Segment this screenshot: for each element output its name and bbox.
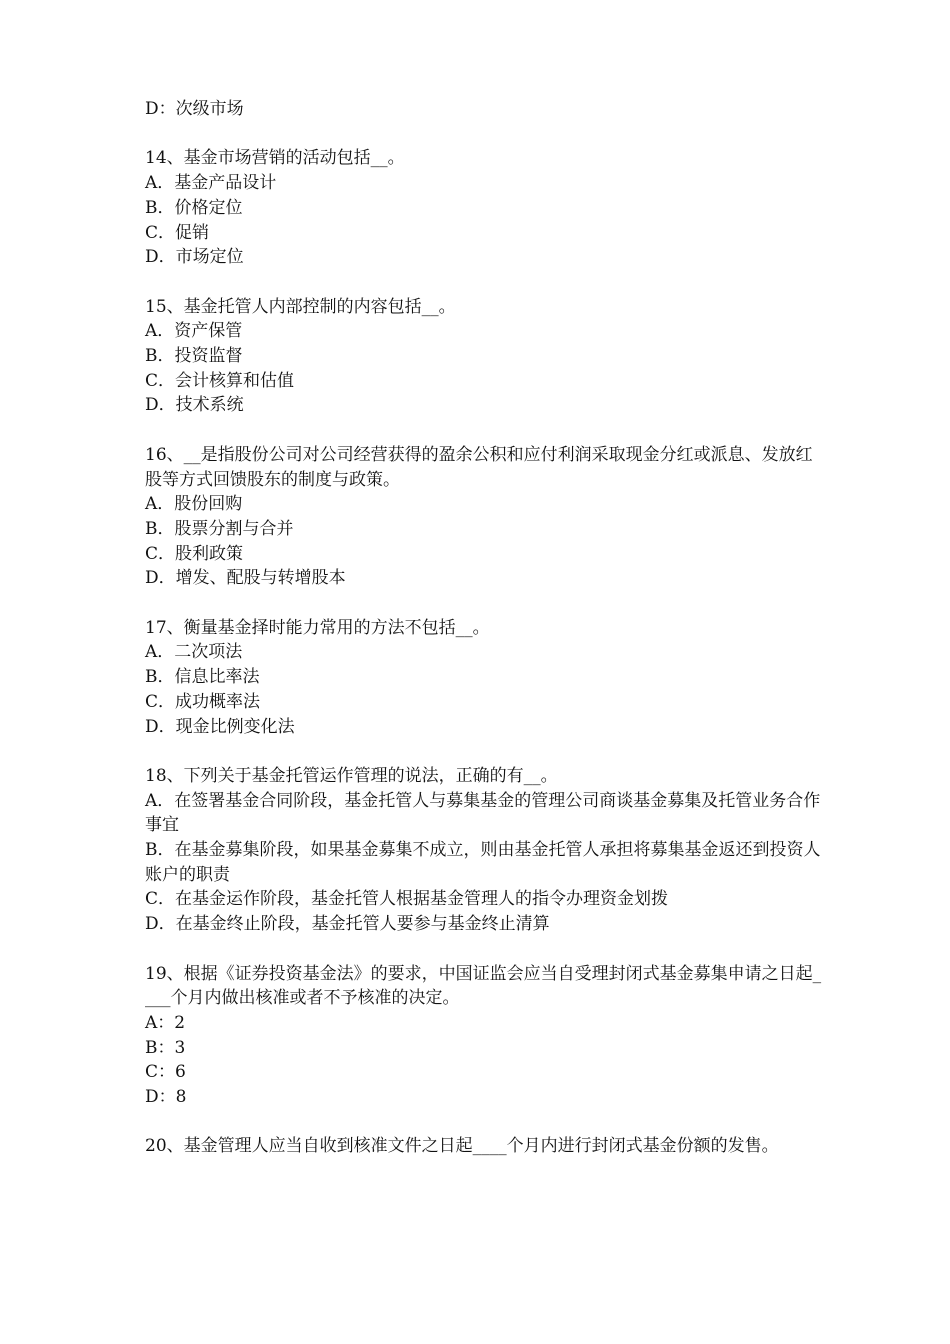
option-d: D．现金比例变化法 (145, 716, 295, 737)
question-stem: 18、下列关于基金托管运作管理的说法，正确的有__。 (145, 765, 558, 786)
question-17 (145, 616, 825, 740)
question-20 (145, 1134, 825, 1159)
option-a: A．基金产品设计 (145, 173, 277, 194)
question-14 (145, 146, 825, 270)
question-stem: 17、衡量基金择时能力常用的方法不包括__。 (145, 617, 490, 638)
option-d: D．在基金终止阶段，基金托管人要参与基金终止清算 (145, 914, 550, 935)
option-d: D．增发、配股与转增股本 (145, 568, 346, 589)
question-stem: 16、__是指股份公司对公司经营获得的盈余公积和应付利润采取现金分红或派息、发放红股等方式回馈股东的制度与政策。 (145, 444, 813, 490)
question-16 (145, 443, 825, 591)
option-b: B．股票分割与合并 (145, 518, 294, 539)
option-c: C．促销 (145, 222, 210, 243)
document-page (145, 97, 825, 1159)
option-b: B．投资监督 (145, 346, 243, 366)
question-stem: 15、基金托管人内部控制的内容包括__。 (145, 296, 456, 317)
option-c: C：6 (145, 1062, 186, 1083)
question-15 (145, 295, 825, 419)
option-a: A．二次项法 (145, 642, 243, 663)
option-a: A：2 (145, 1012, 186, 1033)
option-c: C．在基金运作阶段，基金托管人根据基金管理人的指令办理资金划拨 (145, 889, 669, 910)
question-19 (145, 962, 825, 1110)
question-stem: 19、根据《证券投资基金法》的要求，中国证监会应当自受理封闭式基金募集申请之日起____个月内做出核准或者不予核准的决定。 (145, 963, 822, 1009)
option-b: B．信息比率法 (145, 667, 260, 688)
option-d: D．市场定位 (145, 247, 244, 268)
question-stem: 20、基金管理人应当自收到核准文件之日起____个月内进行封闭式基金份额的发售。 (145, 1136, 779, 1157)
option-a: A．股份回购 (145, 494, 243, 515)
option-c: C．股利政策 (145, 543, 244, 564)
option-a: A．在签署基金合同阶段，基金托管人与募集基金的管理公司商谈基金募集及托管业务合作事宜 (145, 790, 821, 836)
option-c: C．成功概率法 (145, 691, 261, 712)
question-stem: 14、基金市场营销的活动包括__。 (145, 148, 405, 169)
option-b: B：3 (145, 1037, 186, 1058)
option-d-continued: D：次级市场 (145, 99, 244, 119)
option-b: B．价格定位 (145, 197, 243, 218)
option-d: D：8 (145, 1087, 187, 1108)
option-d: D．技术系统 (145, 395, 244, 416)
option-c: C．会计核算和估值 (145, 370, 295, 391)
question-18 (145, 764, 825, 937)
option-b: B．在基金募集阶段，如果基金募集不成立，则由基金托管人承担将募集基金返还到投资人账户的职责 (145, 840, 821, 885)
option-a: A．资产保管 (145, 321, 243, 342)
